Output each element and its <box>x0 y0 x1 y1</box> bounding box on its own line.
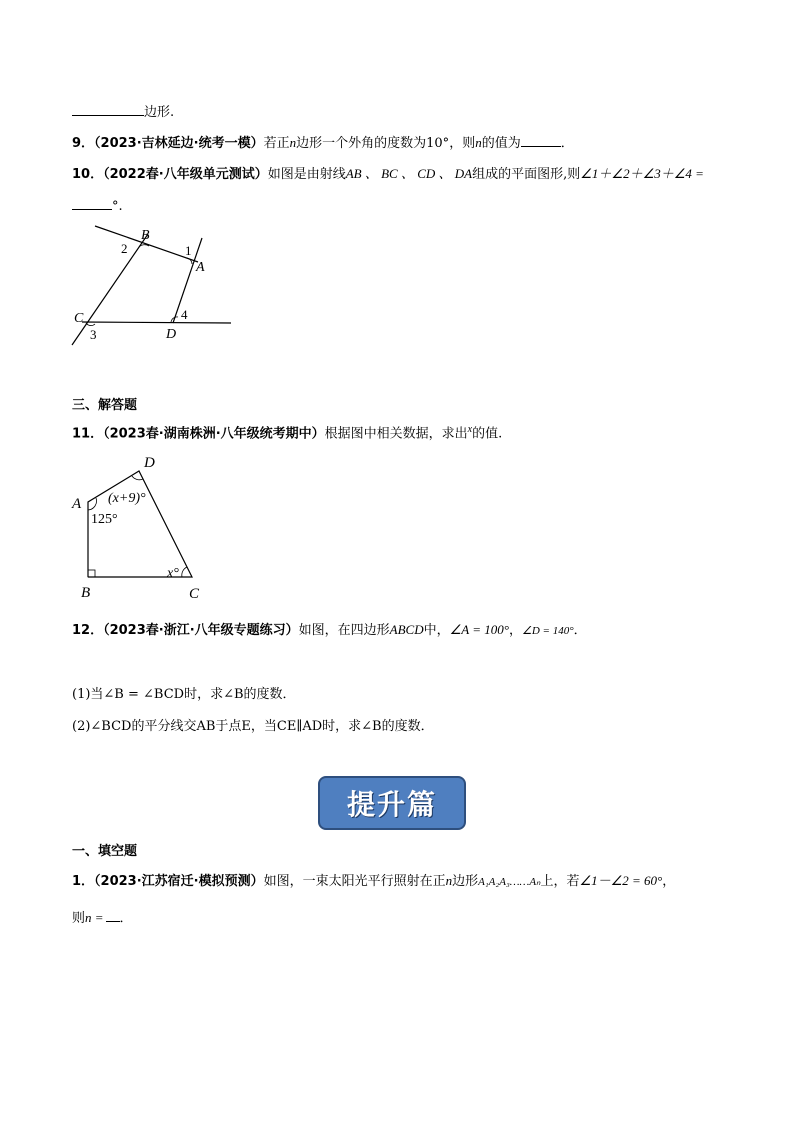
polygon-name: A₁A₂A₃……Aₙ <box>478 876 541 888</box>
ray-bc <box>72 234 148 345</box>
text: 组成的平面图形,则 <box>472 167 581 182</box>
text: 如图，一束太阳光平行照射在正 <box>263 874 446 889</box>
question-1-line2 <box>72 908 133 928</box>
text: 如图，在四边形 <box>298 623 390 638</box>
answer-blank[interactable] <box>72 196 112 210</box>
q8-tail-text: 边形. <box>144 105 175 120</box>
question-source: （2022春·八年级单元测试） <box>103 167 268 182</box>
question-source: （2023春·浙江·八年级专题练习） <box>103 623 299 638</box>
text: 根据图中相关数据，求出 <box>324 426 468 442</box>
text: ， <box>508 623 522 638</box>
text: °. <box>112 199 123 214</box>
question-1 <box>72 872 675 891</box>
text: 若正 <box>263 136 290 151</box>
var: n <box>475 135 482 150</box>
q8-tail <box>72 102 174 122</box>
angle-expression: ∠1＋∠2＋∠3＋∠4 = <box>580 166 704 181</box>
answer-blank[interactable] <box>521 133 561 147</box>
section-title: 三、解答题 <box>72 398 138 413</box>
section-banner <box>318 776 466 830</box>
label-b: B <box>141 228 150 243</box>
question-source: （2023春·湖南株洲·八年级统考期中） <box>103 426 325 442</box>
text: ， <box>662 874 676 889</box>
text: ． <box>560 136 574 151</box>
angle-arc-c <box>182 567 187 577</box>
question-number: 10． <box>72 167 104 182</box>
question-9 <box>72 133 574 153</box>
label-b: B <box>81 585 91 601</box>
text: ． <box>119 911 133 926</box>
text: 中， <box>423 623 450 638</box>
angle-d-value: ∠D = 140° <box>522 625 574 637</box>
angle-expression: ∠1－∠2 = 60° <box>579 873 663 888</box>
text: 边形一个外角的度数为 <box>296 136 427 151</box>
text: 则 <box>72 911 86 926</box>
label-c: C <box>189 586 200 602</box>
angle-value: 10° <box>426 136 450 151</box>
var: x <box>467 424 473 435</box>
label-angle-4: 4 <box>181 307 188 322</box>
question-number: 1． <box>72 874 95 889</box>
q10-figure <box>68 222 238 347</box>
label-d: D <box>166 327 177 342</box>
var: n <box>445 873 453 888</box>
banner-title: 提升篇 <box>346 788 437 821</box>
section-title: 一、填空题 <box>72 844 138 859</box>
text: 的值为 <box>481 136 521 151</box>
var: n <box>289 135 297 150</box>
text: 边形 <box>452 874 479 889</box>
right-angle-mark <box>88 570 95 577</box>
text: ，则 <box>449 136 476 151</box>
label-angle-1: 1 <box>185 243 192 258</box>
rays: AB 、 BC 、 CD 、 DA <box>345 166 473 181</box>
answer-blank[interactable] <box>72 102 144 116</box>
label-angle-a: 125° <box>91 512 118 527</box>
label-angle-c: x° <box>167 566 179 581</box>
text: ． <box>573 623 587 638</box>
question-source: （2023·江苏宿迁·模拟预测） <box>94 874 264 889</box>
label-angle-3: 3 <box>90 327 97 342</box>
question-10-line2 <box>72 196 123 216</box>
label-angle-2: 2 <box>121 241 128 256</box>
question-number: 11． <box>72 426 104 442</box>
question-11 <box>72 421 502 443</box>
text: 如图是由射线 <box>267 167 346 182</box>
question-10 <box>72 165 704 184</box>
ray-cd <box>82 322 231 323</box>
label-d: D <box>144 455 155 471</box>
text: 的值. <box>472 426 503 442</box>
question-12-part1: (1)当∠B = ∠BCD时，求∠B的度数． <box>72 687 296 702</box>
question-number: 12． <box>72 623 104 638</box>
q11-figure <box>68 450 218 605</box>
label-angle-d: (x+9)° <box>108 491 146 506</box>
question-source: （2023·吉林延边·统考一模） <box>94 136 264 151</box>
question-12 <box>72 621 587 640</box>
label-c: C <box>74 311 84 326</box>
question-12-part2: (2)∠BCD的平分线交AB于点E，当CE∥AD时，求∠B的度数． <box>72 719 434 734</box>
text: 上，若 <box>540 874 580 889</box>
answer-blank[interactable] <box>106 908 120 922</box>
label-a: A <box>72 496 82 512</box>
var-expression: n = <box>85 910 104 925</box>
angle-a-value: ∠A = 100° <box>449 622 509 637</box>
var: ABCD <box>389 622 424 637</box>
label-a: A <box>196 260 205 275</box>
question-number: 9． <box>72 136 95 151</box>
